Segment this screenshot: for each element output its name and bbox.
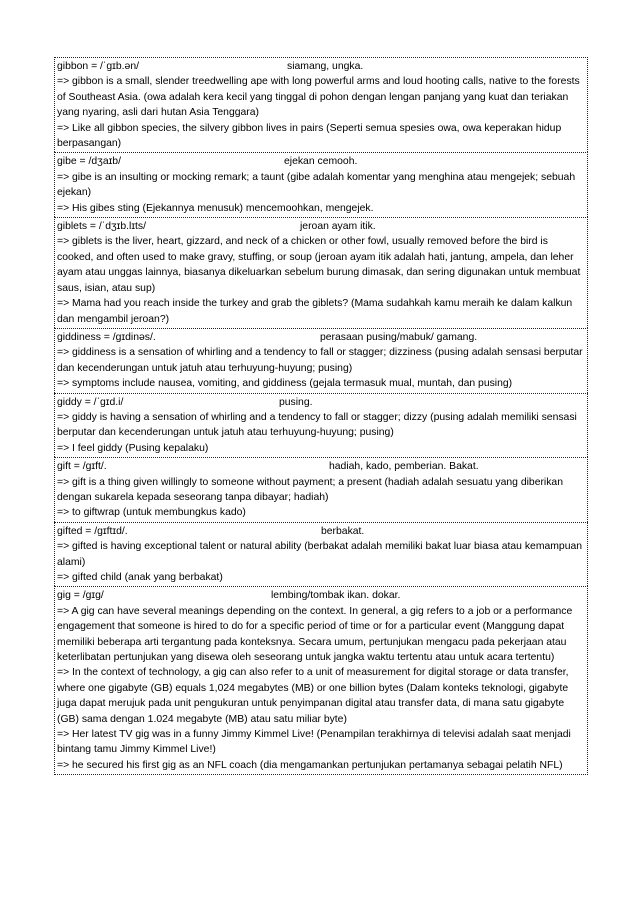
dictionary-entry (54, 217, 588, 328)
dictionary-document (54, 57, 588, 775)
example-line: => symptoms include nausea, vomiting, and giddiness (gejala termasuk mual, muntah, dan pusing) (57, 378, 513, 390)
example-line: => Like all gibbon species, the silvery gibbon lives in pairs (Seperti semua spesies owa, owa keperakan hidup berpasangan) (57, 122, 562, 150)
dictionary-entry (54, 457, 588, 522)
headword: gift = /ɡɪft/. (57, 461, 107, 473)
example-line: => His gibes sting (Ejekannya menusuk) mencemoohkan, mengejek. (57, 202, 374, 214)
translation: jeroan ayam itik. (300, 221, 376, 233)
example-line: => I feel giddy (Pusing kepalaku) (57, 442, 209, 454)
example-line: => Her latest TV gig was in a funny Jimmy Kimmel Live! (Penampilan terakhirnya di televisi adalah saat menjadi bintang tamu Jimmy Kimmel Live!) (57, 729, 571, 756)
example-line: => giddiness is a sensation of whirling and a tendency to fall or stagger; dizziness (pusing adalah sensasi berputar dan kecenderungan untuk jatuh atau terhuyung-huyung; pusing) (57, 347, 583, 374)
headword: gig = /ɡɪɡ/ (57, 590, 104, 602)
headword: gibe = /dʒaɪb/ (57, 156, 121, 168)
headword: giblets = /ˈdʒɪb.lɪts/ (57, 221, 147, 233)
example-line: => he secured his first gig as an NFL coach (dia mengamankan pertunjukan pertamanya sebagai pelatih NFL) (57, 759, 563, 771)
entry-headline (57, 395, 585, 410)
dictionary-entry (54, 586, 588, 775)
example-line: => gift is a thing given willingly to someone without payment; a present (hadiah adalah sesuatu yang diberikan dengan sukarela kepada seseorang tanpa dibayar; hadiah) (57, 476, 563, 503)
example-line: => gifted child (anak yang berbakat) (57, 572, 223, 583)
entry-headline (57, 459, 585, 474)
example-line: => gibe is an insulting or mocking remark; a taunt (gibe adalah komentar yang menghina atau mengejek; sebuah ejekan) (57, 171, 576, 199)
translation: ejekan cemooh. (284, 156, 358, 168)
headword: gibbon = /ˈɡɪb.ən/ (57, 61, 139, 72)
dictionary-entry (54, 522, 588, 587)
translation: berbakat. (321, 525, 365, 537)
headword: giddy = /ˈɡɪd.i/ (57, 396, 124, 408)
entry-headline (57, 524, 585, 539)
example-line: => gibbon is a small, slender treedwelling ape with long powerful arms and loud hooting calls, native to the forests of Southeast Asia. (owa adalah kera kecil yang tinggal di pohon dengan lengan panjang yang kuat dan teriakan yang nyaring, asli dari hutan Asia Tenggara) (57, 76, 580, 119)
example-line: => to giftwrap (untuk membungkus kado) (57, 507, 246, 519)
dictionary-entry (54, 328, 588, 393)
translation: siamang, ungka. (287, 61, 364, 72)
translation: lembing/tombak ikan. dokar. (271, 590, 401, 602)
example-line: => Mama had you reach inside the turkey and grab the giblets? (Mama sudahkah kamu meraih ke dalam kalkun dan mengambil jeroan?) (57, 298, 573, 325)
example-line: => A gig can have several meanings depending on the context. In general, a gig refers to a job or a performance engagement that someone is hired to do for a specific period of time or for a particular event (Manggung dapat memiliki beberapa arti tergantung pada konteksnya. Secara umum, pertunjukan mengacu pada pekerjaan atau keterlibatan pertunjukan yang disewa oleh seseorang untuk jangka waktu tertentu atau untuk acara tertentu) (57, 605, 573, 664)
dictionary-entry (54, 393, 588, 458)
entry-headline (57, 588, 585, 603)
translation: perasaan pusing/mabuk/ gamang. (320, 331, 478, 343)
entry-headline (57, 59, 585, 74)
example-line: => giblets is the liver, heart, gizzard, and neck of a chicken or other fowl, usually removed before the bird is cooked, and often used to make gravy, stuffing, or soup (jeroan ayam itik adalah hati, jantung, ampela, dan leher ayam atau unggas lainnya, biasanya dikeluarkan sebelum burung dimasak, dan sering digunakan untuk membuat saus, isian, atau sup) (57, 236, 581, 294)
example-line: => gifted is having exceptional talent or natural ability (berbakat adalah memiliki bakat luar biasa atau kemampuan alami) (57, 541, 583, 568)
entry-headline (57, 219, 585, 234)
dictionary-entry (54, 57, 588, 152)
example-line: => In the context of technology, a gig can also refer to a unit of measurement for digital storage or data transfer, where one gigabyte (GB) equals 1,024 megabytes (MB) or one billion bytes (Dalam konteks teknologi, gigabyte juga dapat merujuk pada unit pengukuran untuk penyimpanan digital atau transfer data, di mana satu gigabyte (GB) sama dengan 1.024 megabyte (MB) atau satu miliar byte) (57, 667, 569, 725)
entry-headline (57, 154, 585, 169)
entry-headline (57, 330, 585, 345)
translation: pusing. (279, 396, 313, 408)
translation: hadiah, kado, pemberian. Bakat. (329, 461, 479, 473)
headword: gifted = /ɡɪftɪd/. (57, 525, 128, 537)
dictionary-entry (54, 152, 588, 217)
headword: giddiness = /ɡɪdinəs/. (57, 331, 156, 343)
example-line: => giddy is having a sensation of whirling and a tendency to fall or stagger; dizzy (pusing adalah memiliki sensasi berputar dan kecenderungan untuk jatuh atau terhuyung-huyung; pusing) (57, 411, 577, 439)
